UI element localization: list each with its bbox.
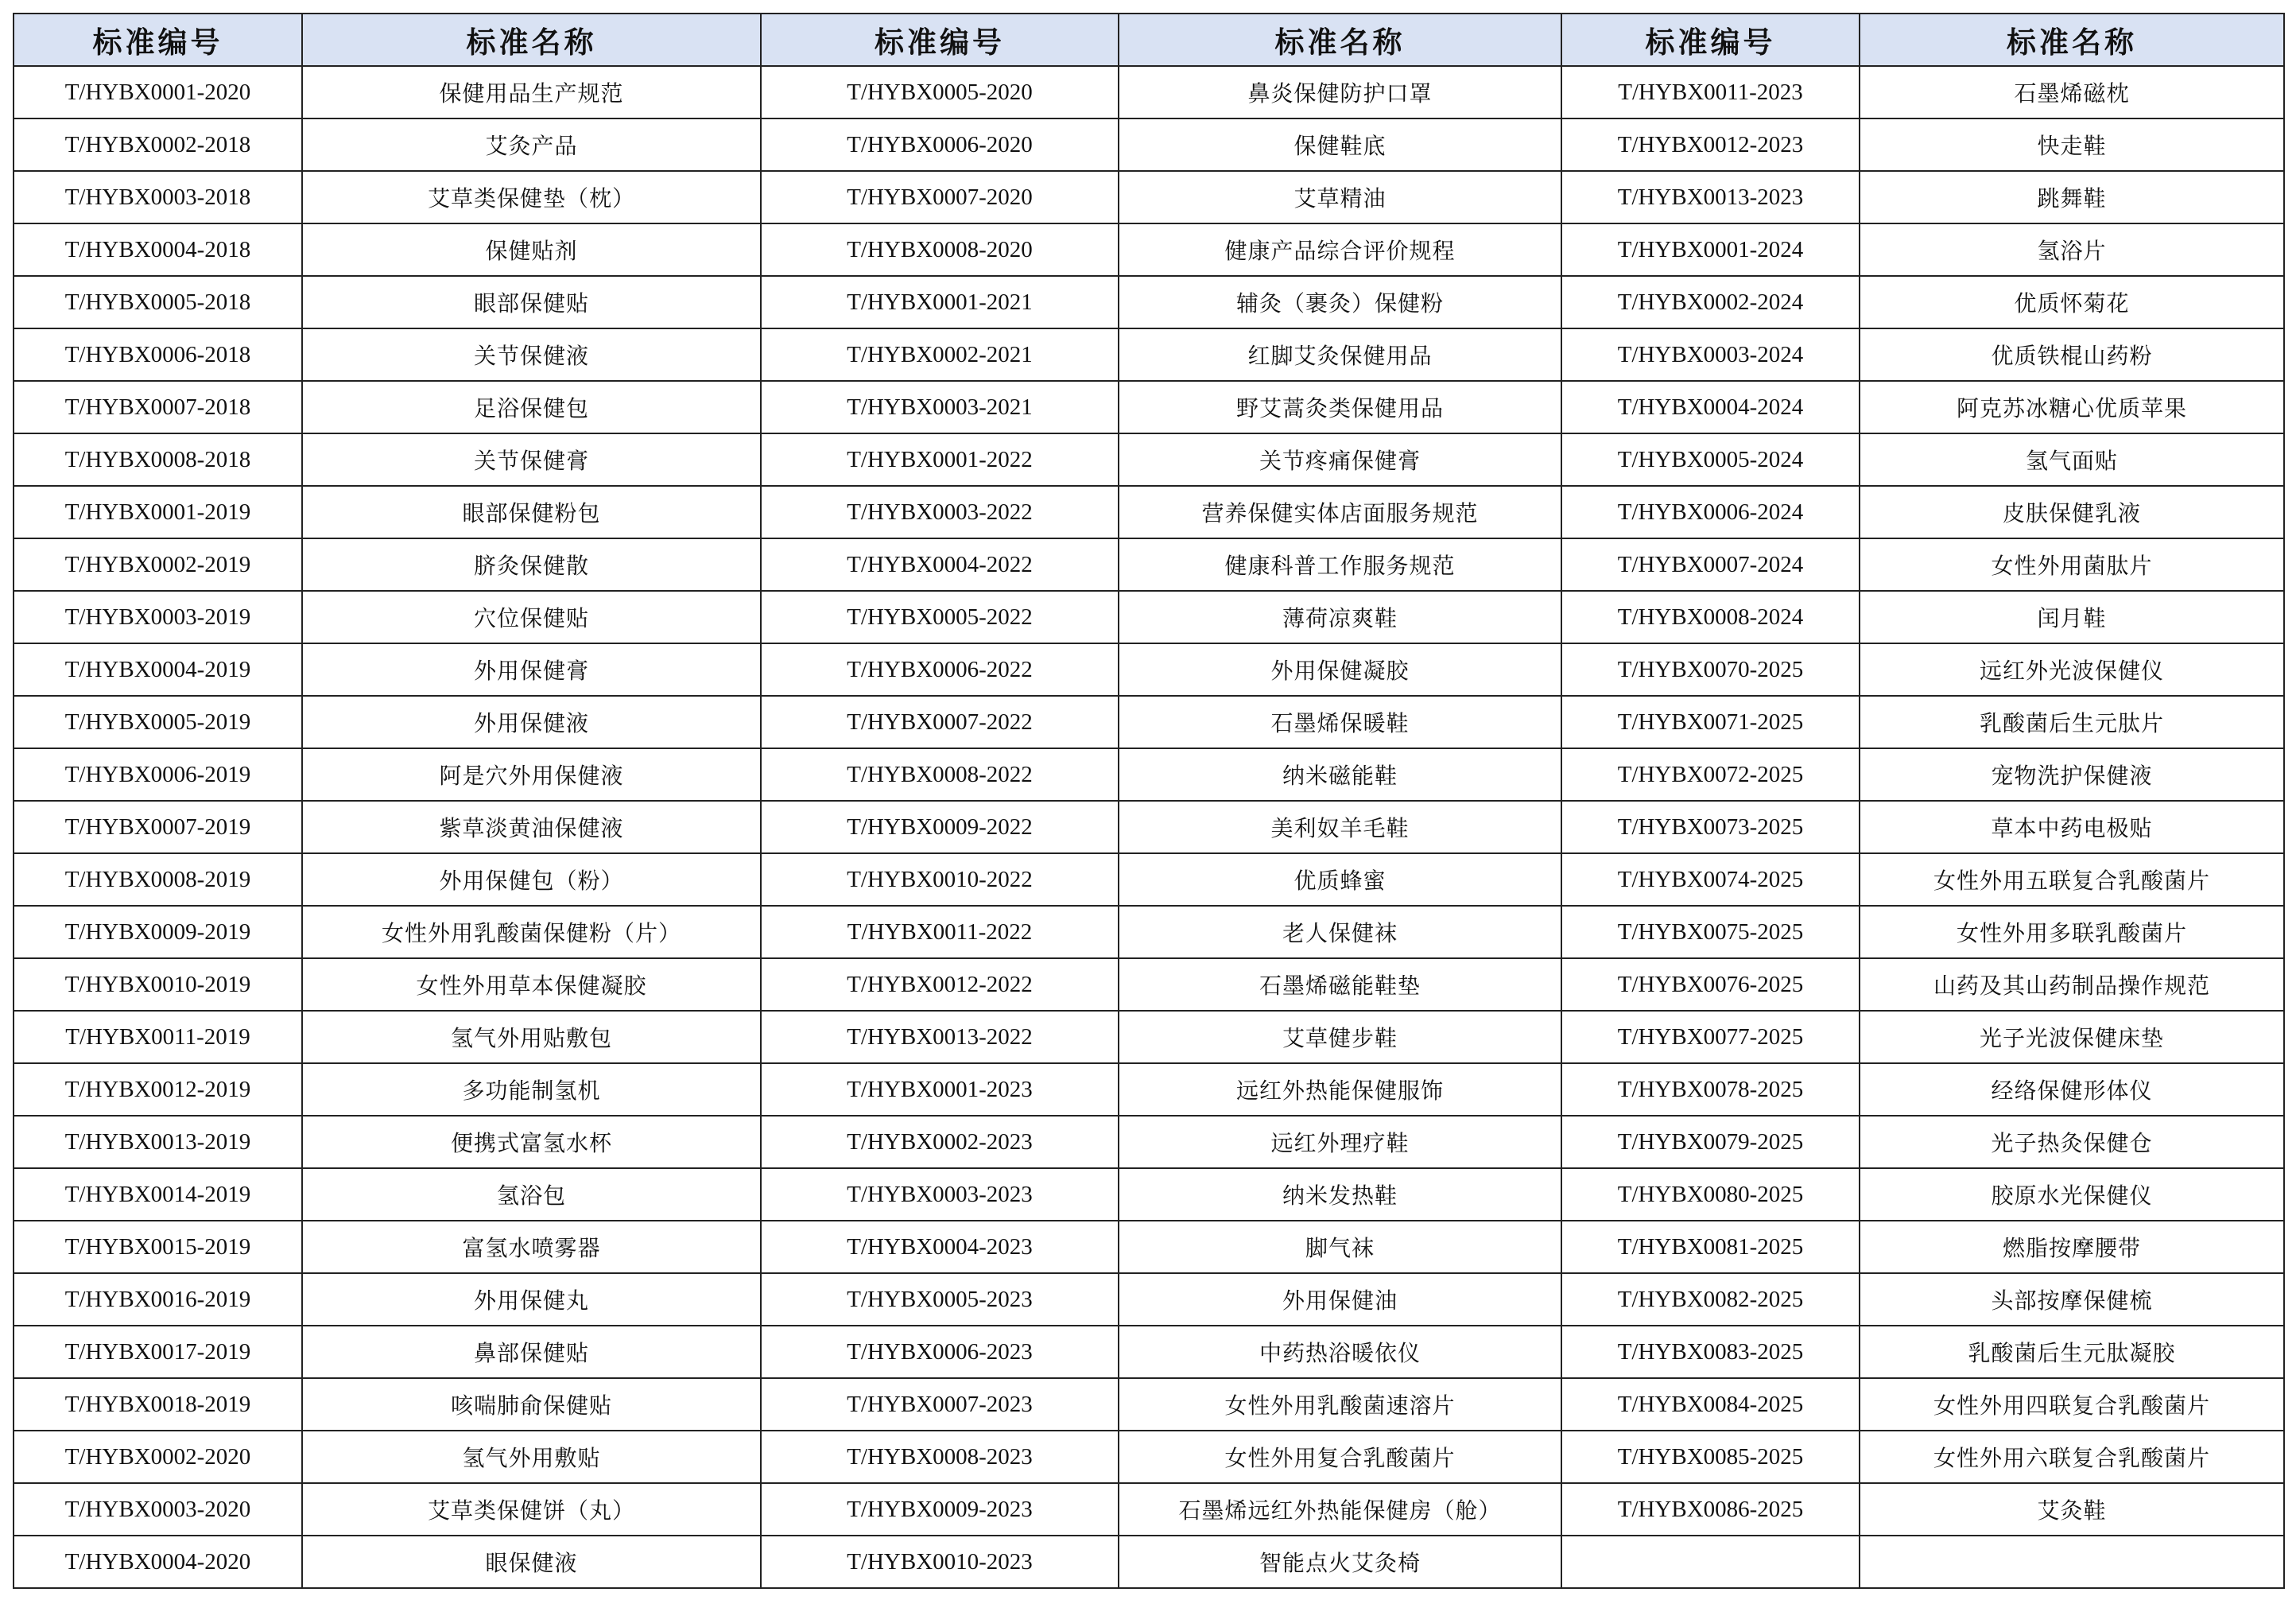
standard-code-cell: T/HYBX0006-2024: [1561, 486, 1860, 538]
standard-name-cell: 紫草淡黄油保健液: [302, 801, 761, 853]
standard-name-cell: 石墨烯磁枕: [1860, 66, 2284, 118]
table-row: [14, 958, 2284, 1011]
standard-name-cell: 石墨烯磁能鞋垫: [1119, 958, 1561, 1011]
standard-code-cell: T/HYBX0008-2023: [761, 1431, 1119, 1483]
standard-code-cell: T/HYBX0010-2019: [14, 958, 302, 1011]
standard-code-cell: T/HYBX0006-2022: [761, 643, 1119, 696]
standard-name-cell: 女性外用复合乳酸菌片: [1119, 1431, 1561, 1483]
table-row: [14, 801, 2284, 853]
standard-name-cell: 女性外用五联复合乳酸菌片: [1860, 853, 2284, 906]
standard-name-cell: 老人保健袜: [1119, 906, 1561, 958]
standard-name-cell: 优质怀菊花: [1860, 276, 2284, 328]
standard-name-cell: 咳喘肺俞保健贴: [302, 1378, 761, 1431]
standard-code-cell: T/HYBX0070-2025: [1561, 643, 1860, 696]
header-name-2: 标准名称: [1119, 14, 1561, 66]
standard-code-cell: T/HYBX0009-2023: [761, 1483, 1119, 1536]
standard-code-cell: T/HYBX0012-2023: [1561, 118, 1860, 171]
standard-name-cell: 中药热浴暖依仪: [1119, 1326, 1561, 1378]
standard-name-cell: 脐灸保健散: [302, 538, 761, 591]
table-row: [14, 381, 2284, 433]
standard-name-cell: 眼保健液: [302, 1536, 761, 1588]
standard-code-cell: T/HYBX0002-2019: [14, 538, 302, 591]
standard-code-cell: T/HYBX0011-2019: [14, 1011, 302, 1063]
standard-name-cell: 外用保健液: [302, 696, 761, 748]
standard-name-cell: 美利奴羊毛鞋: [1119, 801, 1561, 853]
standard-name-cell: 艾灸鞋: [1860, 1483, 2284, 1536]
standard-name-cell: 山药及其山药制品操作规范: [1860, 958, 2284, 1011]
standard-name-cell: 远红外热能保健服饰: [1119, 1063, 1561, 1116]
standard-name-cell: 外用保健油: [1119, 1273, 1561, 1326]
standard-name-cell: 石墨烯远红外热能保健房（舱）: [1119, 1483, 1561, 1536]
standard-name-cell: 石墨烯保暖鞋: [1119, 696, 1561, 748]
table-row: [14, 1431, 2284, 1483]
standard-code-cell: T/HYBX0008-2019: [14, 853, 302, 906]
standard-name-cell: 健康科普工作服务规范: [1119, 538, 1561, 591]
standard-name-cell: 氢气面贴: [1860, 433, 2284, 486]
standard-code-cell: T/HYBX0005-2023: [761, 1273, 1119, 1326]
standard-code-cell: T/HYBX0009-2019: [14, 906, 302, 958]
standard-name-cell: 头部按摩保健梳: [1860, 1273, 2284, 1326]
standard-code-cell: T/HYBX0073-2025: [1561, 801, 1860, 853]
table-row: [14, 1273, 2284, 1326]
standard-name-cell: 女性外用六联复合乳酸菌片: [1860, 1431, 2284, 1483]
table-row: [14, 486, 2284, 538]
standards-table: [13, 13, 2285, 1589]
standard-code-cell: T/HYBX0003-2023: [761, 1168, 1119, 1221]
standard-name-cell: 保健贴剂: [302, 223, 761, 276]
standard-code-cell: T/HYBX0004-2018: [14, 223, 302, 276]
standard-name-cell: 氢气外用敷贴: [302, 1431, 761, 1483]
standard-code-cell: T/HYBX0078-2025: [1561, 1063, 1860, 1116]
header-name-3: 标准名称: [1860, 14, 2284, 66]
standard-code-cell: T/HYBX0001-2024: [1561, 223, 1860, 276]
table-row: [14, 1011, 2284, 1063]
standard-name-cell: 女性外用四联复合乳酸菌片: [1860, 1378, 2284, 1431]
standard-name-cell: 阿是穴外用保健液: [302, 748, 761, 801]
table-row: [14, 748, 2284, 801]
standard-name-cell: 艾草健步鞋: [1119, 1011, 1561, 1063]
standard-code-cell: T/HYBX0005-2022: [761, 591, 1119, 643]
standard-name-cell: 女性外用草本保健凝胶: [302, 958, 761, 1011]
standard-name-cell: 便携式富氢水杯: [302, 1116, 761, 1168]
standard-name-cell: 乳酸菌后生元肽凝胶: [1860, 1326, 2284, 1378]
standard-code-cell: T/HYBX0004-2024: [1561, 381, 1860, 433]
standard-code-cell: T/HYBX0018-2019: [14, 1378, 302, 1431]
table-row: [14, 1326, 2284, 1378]
standard-name-cell: 鼻部保健贴: [302, 1326, 761, 1378]
standard-name-cell: 外用保健丸: [302, 1273, 761, 1326]
standard-code-cell: T/HYBX0013-2023: [1561, 171, 1860, 223]
standard-code-cell: T/HYBX0008-2022: [761, 748, 1119, 801]
standard-code-cell: T/HYBX0001-2020: [14, 66, 302, 118]
standard-code-cell: T/HYBX0002-2023: [761, 1116, 1119, 1168]
standard-code-cell: T/HYBX0010-2023: [761, 1536, 1119, 1588]
standard-name-cell: 草本中药电极贴: [1860, 801, 2284, 853]
standard-code-cell: T/HYBX0007-2018: [14, 381, 302, 433]
standard-code-cell: T/HYBX0008-2018: [14, 433, 302, 486]
table-row: [14, 171, 2284, 223]
standard-name-cell: 宠物洗护保健液: [1860, 748, 2284, 801]
standard-code-cell: T/HYBX0015-2019: [14, 1221, 302, 1273]
standard-name-cell: 穴位保健贴: [302, 591, 761, 643]
standard-code-cell: T/HYBX0006-2018: [14, 328, 302, 381]
standard-name-cell: 优质蜂蜜: [1119, 853, 1561, 906]
standard-name-cell: 薄荷凉爽鞋: [1119, 591, 1561, 643]
standard-code-cell: T/HYBX0012-2022: [761, 958, 1119, 1011]
table-row: [14, 1378, 2284, 1431]
standard-code-cell: T/HYBX0016-2019: [14, 1273, 302, 1326]
standard-code-cell: T/HYBX0007-2022: [761, 696, 1119, 748]
standard-code-cell: T/HYBX0083-2025: [1561, 1326, 1860, 1378]
standard-name-cell: 关节疼痛保健膏: [1119, 433, 1561, 486]
standard-code-cell: T/HYBX0084-2025: [1561, 1378, 1860, 1431]
standard-code-cell: T/HYBX0003-2021: [761, 381, 1119, 433]
standard-code-cell: T/HYBX0001-2021: [761, 276, 1119, 328]
standard-code-cell: T/HYBX0001-2019: [14, 486, 302, 538]
standard-name-cell: 女性外用乳酸菌速溶片: [1119, 1378, 1561, 1431]
standard-code-cell: T/HYBX0008-2024: [1561, 591, 1860, 643]
standard-code-cell: T/HYBX0004-2023: [761, 1221, 1119, 1273]
standard-name-cell: 智能点火艾灸椅: [1119, 1536, 1561, 1588]
standard-code-cell: T/HYBX0004-2020: [14, 1536, 302, 1588]
table-row: [14, 223, 2284, 276]
standard-name-cell: 阿克苏冰糖心优质苹果: [1860, 381, 2284, 433]
table-row: [14, 906, 2284, 958]
standard-code-cell: T/HYBX0075-2025: [1561, 906, 1860, 958]
standard-code-cell: T/HYBX0003-2019: [14, 591, 302, 643]
table-row: [14, 591, 2284, 643]
standard-name-cell: 远红外理疗鞋: [1119, 1116, 1561, 1168]
table-row: [14, 66, 2284, 118]
standard-code-cell: T/HYBX0002-2020: [14, 1431, 302, 1483]
standard-code-cell: T/HYBX0008-2020: [761, 223, 1119, 276]
standard-code-cell: T/HYBX0003-2024: [1561, 328, 1860, 381]
standard-name-cell: 女性外用菌肽片: [1860, 538, 2284, 591]
standard-code-cell: T/HYBX0079-2025: [1561, 1116, 1860, 1168]
standard-code-cell: T/HYBX0005-2018: [14, 276, 302, 328]
standard-code-cell: T/HYBX0007-2019: [14, 801, 302, 853]
header-code-3: 标准编号: [1561, 14, 1860, 66]
standard-name-cell: 远红外光波保健仪: [1860, 643, 2284, 696]
standard-name-cell: 眼部保健粉包: [302, 486, 761, 538]
standard-code-cell: T/HYBX0071-2025: [1561, 696, 1860, 748]
standard-code-cell: T/HYBX0077-2025: [1561, 1011, 1860, 1063]
standard-name-cell: 快走鞋: [1860, 118, 2284, 171]
standard-name-cell: 光子热灸保健仓: [1860, 1116, 2284, 1168]
table-row: [14, 643, 2284, 696]
standard-code-cell: T/HYBX0001-2022: [761, 433, 1119, 486]
standard-code-cell: T/HYBX0013-2022: [761, 1011, 1119, 1063]
standard-name-cell: 红脚艾灸保健用品: [1119, 328, 1561, 381]
standard-name-cell: 关节保健液: [302, 328, 761, 381]
standard-code-cell: T/HYBX0006-2020: [761, 118, 1119, 171]
standard-name-cell: 健康产品综合评价规程: [1119, 223, 1561, 276]
standard-name-cell: 艾草类保健垫（枕）: [302, 171, 761, 223]
table-row: [14, 1063, 2284, 1116]
standard-name-cell: 辅灸（裹灸）保健粉: [1119, 276, 1561, 328]
standard-name-cell: 经络保健形体仪: [1860, 1063, 2284, 1116]
standard-name-cell: 外用保健包（粉）: [302, 853, 761, 906]
header-code-1: 标准编号: [14, 14, 302, 66]
standard-code-cell: T/HYBX0012-2019: [14, 1063, 302, 1116]
standard-name-cell: 胶原水光保健仪: [1860, 1168, 2284, 1221]
standard-code-cell: T/HYBX0002-2021: [761, 328, 1119, 381]
standard-code-cell: T/HYBX0002-2024: [1561, 276, 1860, 328]
standard-code-cell: T/HYBX0080-2025: [1561, 1168, 1860, 1221]
standard-name-cell: 外用保健凝胶: [1119, 643, 1561, 696]
standard-name-cell: 多功能制氢机: [302, 1063, 761, 1116]
standard-code-cell: T/HYBX0001-2023: [761, 1063, 1119, 1116]
standard-name-cell: 氢浴包: [302, 1168, 761, 1221]
standard-code-cell: [1561, 1536, 1860, 1588]
standard-code-cell: T/HYBX0017-2019: [14, 1326, 302, 1378]
standard-name-cell: 眼部保健贴: [302, 276, 761, 328]
table-row: [14, 276, 2284, 328]
standard-code-cell: T/HYBX0009-2022: [761, 801, 1119, 853]
header-code-2: 标准编号: [761, 14, 1119, 66]
standard-name-cell: 保健鞋底: [1119, 118, 1561, 171]
standard-code-cell: T/HYBX0006-2019: [14, 748, 302, 801]
standard-code-cell: T/HYBX0086-2025: [1561, 1483, 1860, 1536]
standard-name-cell: 燃脂按摩腰带: [1860, 1221, 2284, 1273]
standard-name-cell: 优质铁棍山药粉: [1860, 328, 2284, 381]
header-name-1: 标准名称: [302, 14, 761, 66]
standard-name-cell: 乳酸菌后生元肽片: [1860, 696, 2284, 748]
standard-code-cell: T/HYBX0003-2018: [14, 171, 302, 223]
standard-code-cell: T/HYBX0085-2025: [1561, 1431, 1860, 1483]
standard-name-cell: 女性外用乳酸菌保健粉（片）: [302, 906, 761, 958]
standard-name-cell: 皮肤保健乳液: [1860, 486, 2284, 538]
standard-name-cell: 艾草类保健饼（丸）: [302, 1483, 761, 1536]
standard-name-cell: 关节保健膏: [302, 433, 761, 486]
standard-name-cell: 富氢水喷雾器: [302, 1221, 761, 1273]
table-row: [14, 328, 2284, 381]
standard-name-cell: 外用保健膏: [302, 643, 761, 696]
standard-code-cell: T/HYBX0076-2025: [1561, 958, 1860, 1011]
standard-code-cell: T/HYBX0005-2020: [761, 66, 1119, 118]
standard-name-cell: 艾灸产品: [302, 118, 761, 171]
standard-name-cell: 氢气外用贴敷包: [302, 1011, 761, 1063]
standard-name-cell: 保健用品生产规范: [302, 66, 761, 118]
standard-name-cell: 野艾蒿灸类保健用品: [1119, 381, 1561, 433]
table-row: [14, 1168, 2284, 1221]
standard-code-cell: T/HYBX0014-2019: [14, 1168, 302, 1221]
table-row: [14, 1221, 2284, 1273]
standard-name-cell: 闰月鞋: [1860, 591, 2284, 643]
standard-name-cell: [1860, 1536, 2284, 1588]
standard-name-cell: 女性外用多联乳酸菌片: [1860, 906, 2284, 958]
standard-code-cell: T/HYBX0007-2020: [761, 171, 1119, 223]
standard-code-cell: T/HYBX0010-2022: [761, 853, 1119, 906]
standard-code-cell: T/HYBX0007-2023: [761, 1378, 1119, 1431]
standard-code-cell: T/HYBX0004-2019: [14, 643, 302, 696]
standard-code-cell: T/HYBX0003-2022: [761, 486, 1119, 538]
standard-code-cell: T/HYBX0011-2023: [1561, 66, 1860, 118]
table-row: [14, 1536, 2284, 1588]
header-row: [14, 14, 2284, 66]
table-row: [14, 853, 2284, 906]
standard-code-cell: T/HYBX0002-2018: [14, 118, 302, 171]
table-row: [14, 433, 2284, 486]
standard-code-cell: T/HYBX0074-2025: [1561, 853, 1860, 906]
standard-code-cell: T/HYBX0081-2025: [1561, 1221, 1860, 1273]
standard-name-cell: 氢浴片: [1860, 223, 2284, 276]
table-row: [14, 696, 2284, 748]
standard-code-cell: T/HYBX0006-2023: [761, 1326, 1119, 1378]
standard-code-cell: T/HYBX0072-2025: [1561, 748, 1860, 801]
standard-code-cell: T/HYBX0082-2025: [1561, 1273, 1860, 1326]
table-row: [14, 1116, 2284, 1168]
standard-code-cell: T/HYBX0005-2024: [1561, 433, 1860, 486]
standard-code-cell: T/HYBX0003-2020: [14, 1483, 302, 1536]
standard-name-cell: 鼻炎保健防护口罩: [1119, 66, 1561, 118]
standard-code-cell: T/HYBX0005-2019: [14, 696, 302, 748]
standard-name-cell: 光子光波保健床垫: [1860, 1011, 2284, 1063]
standard-code-cell: T/HYBX0011-2022: [761, 906, 1119, 958]
standard-name-cell: 纳米磁能鞋: [1119, 748, 1561, 801]
standard-name-cell: 跳舞鞋: [1860, 171, 2284, 223]
standard-code-cell: T/HYBX0013-2019: [14, 1116, 302, 1168]
table-row: [14, 1483, 2284, 1536]
standard-name-cell: 足浴保健包: [302, 381, 761, 433]
standard-name-cell: 艾草精油: [1119, 171, 1561, 223]
standard-code-cell: T/HYBX0004-2022: [761, 538, 1119, 591]
standard-name-cell: 营养保健实体店面服务规范: [1119, 486, 1561, 538]
standard-name-cell: 纳米发热鞋: [1119, 1168, 1561, 1221]
table-row: [14, 118, 2284, 171]
table-row: [14, 538, 2284, 591]
standard-name-cell: 脚气袜: [1119, 1221, 1561, 1273]
standard-code-cell: T/HYBX0007-2024: [1561, 538, 1860, 591]
